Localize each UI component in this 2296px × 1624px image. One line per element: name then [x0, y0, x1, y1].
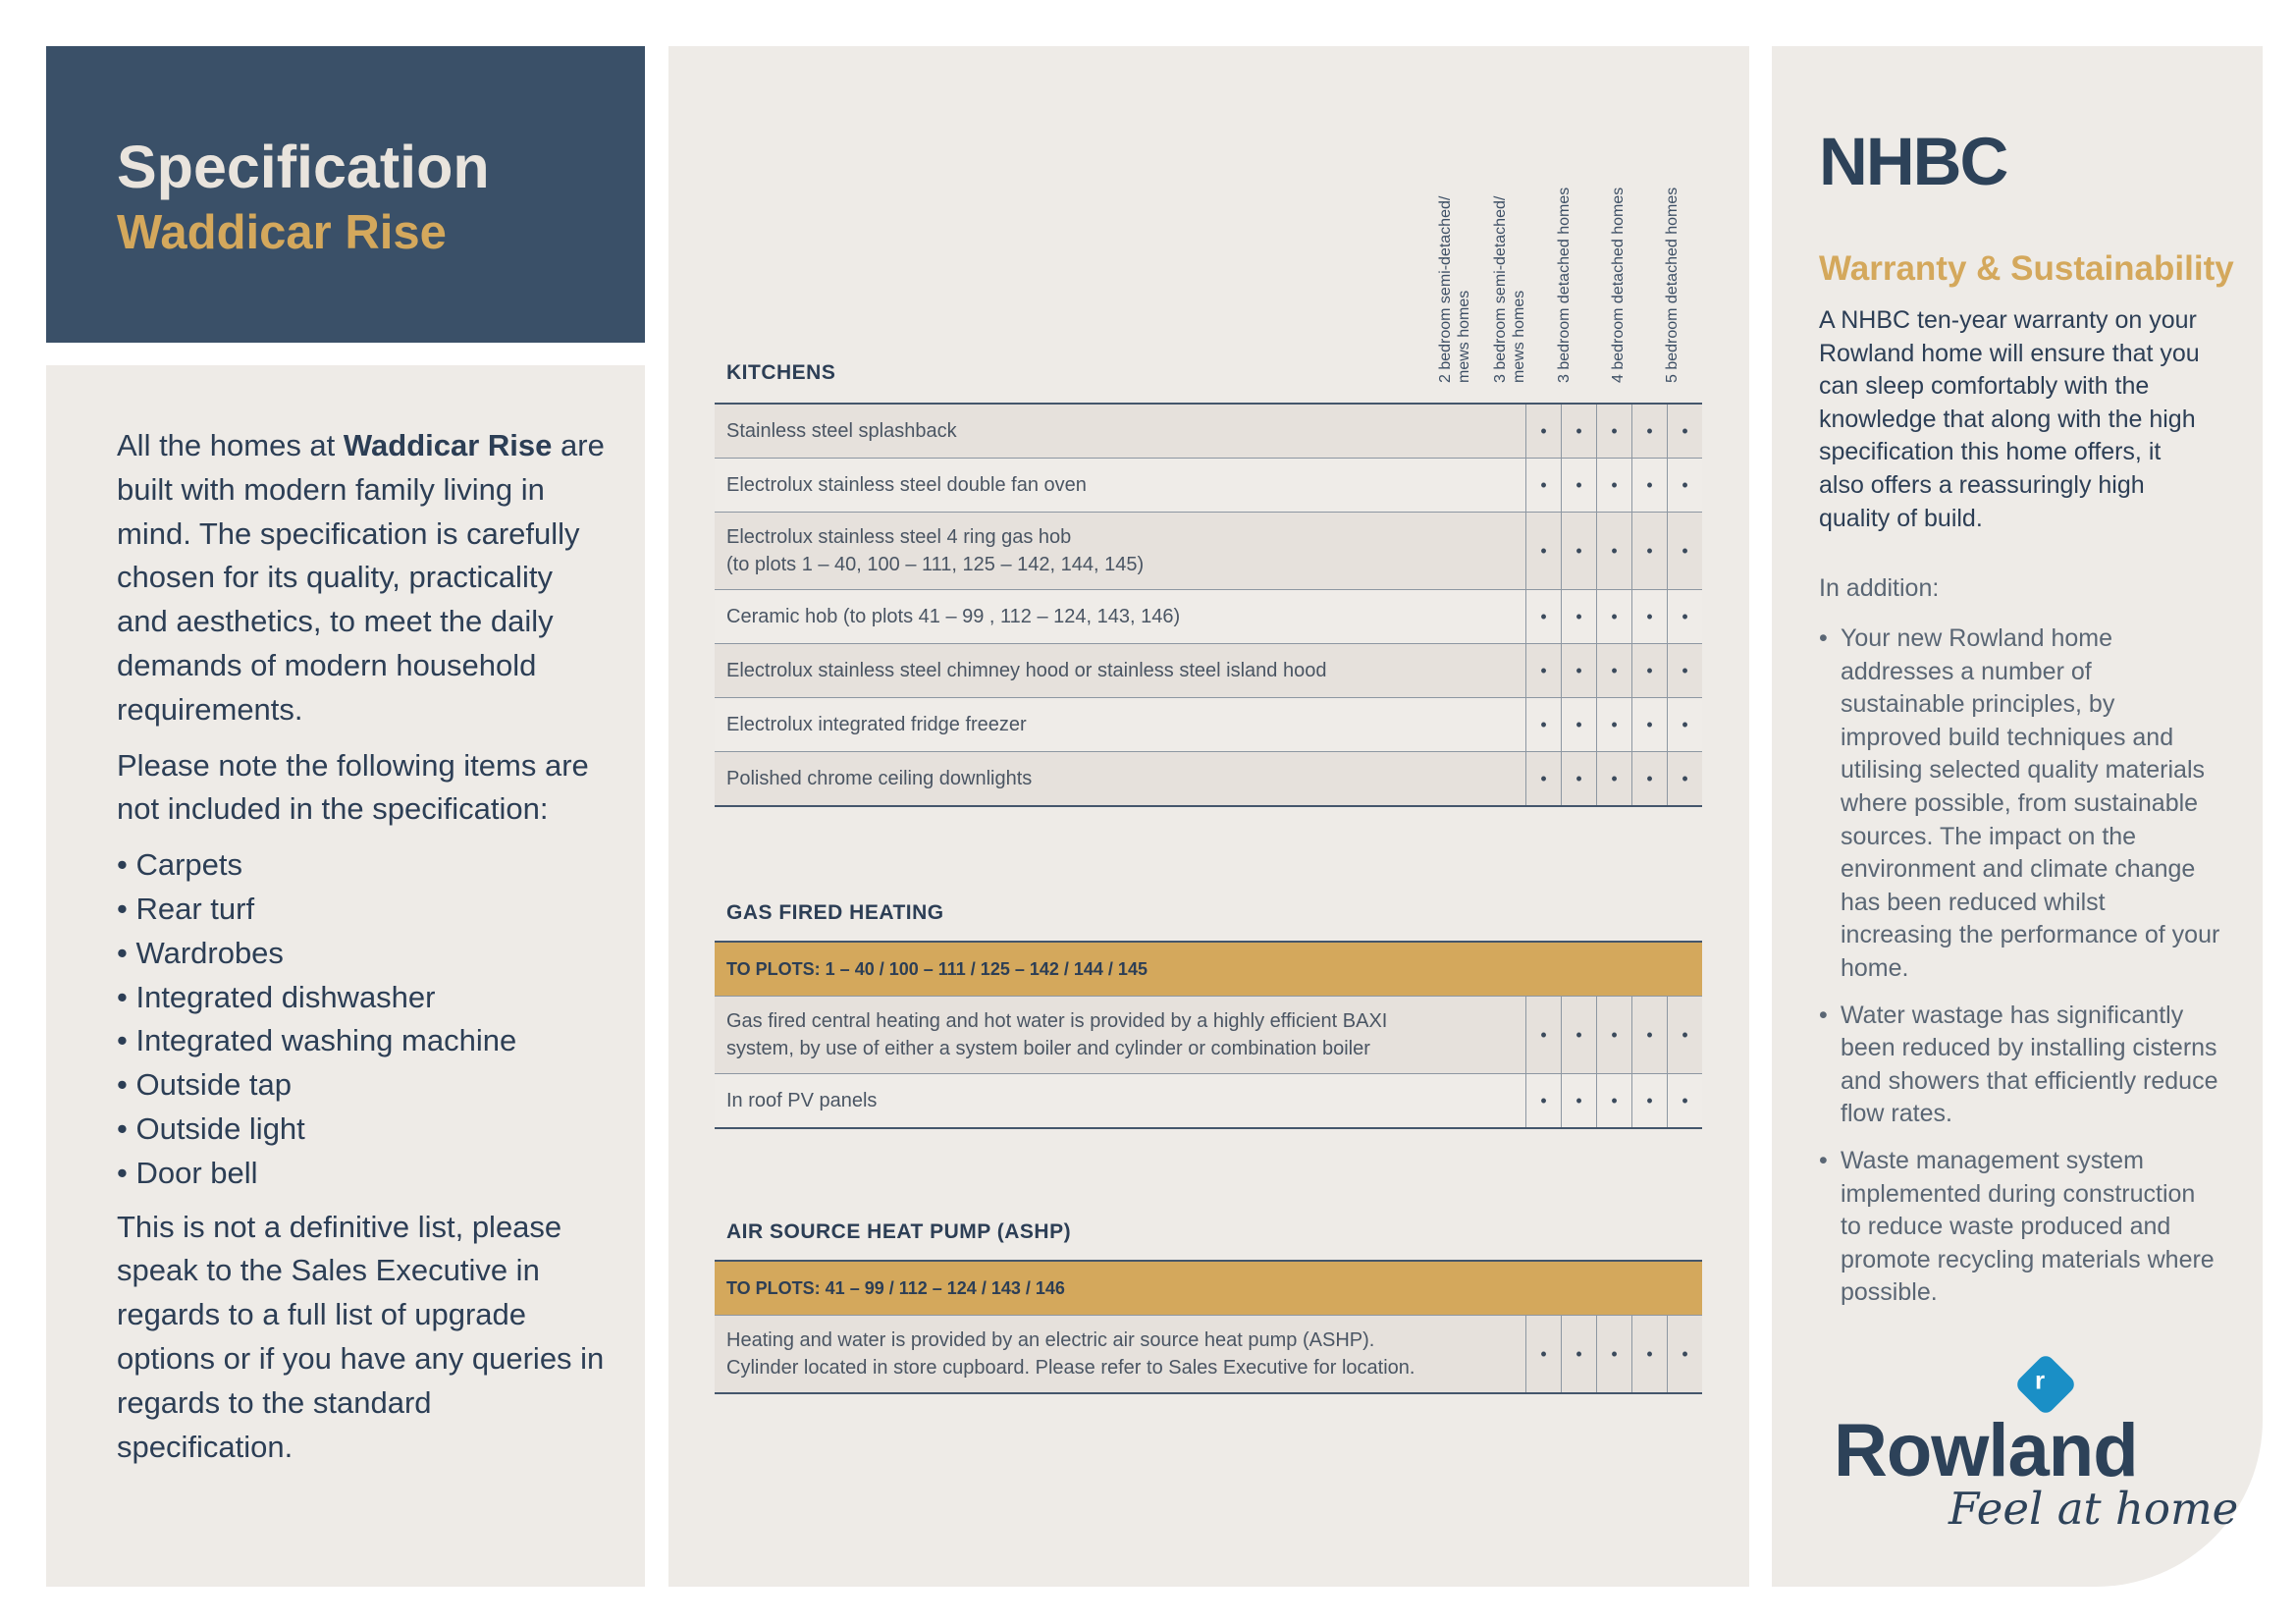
included-dot: • [1668, 1074, 1703, 1129]
table-row [715, 698, 1702, 752]
excluded-item: • Rear turf [117, 888, 608, 932]
table-row [715, 590, 1702, 644]
table-row [715, 752, 1702, 807]
excluded-item: • Integrated dishwasher [117, 976, 608, 1020]
in-addition-label: In addition: [1819, 574, 1940, 602]
exclusions-note: Please note the following items are not included in the specification: [117, 747, 589, 827]
included-dot: • [1562, 404, 1597, 459]
sustainability-point: • Your new Rowland home addresses a number of sustainable principles, by improved build techniques and utilising selected quality materials where possible, from sustainable sources. The impact on the environment and climate change has been reduced whilst increasing the performance of your home. [1819, 623, 2221, 986]
kitchens-table [715, 403, 1702, 807]
included-dot: • [1632, 997, 1668, 1074]
included-dot: • [1562, 513, 1597, 590]
rowland-tagline: Feel at home [1949, 1483, 2239, 1535]
included-dot: • [1526, 590, 1562, 644]
included-dot: • [1597, 644, 1632, 698]
included-dot: • [1526, 698, 1562, 752]
included-dot: • [1597, 1074, 1632, 1129]
included-dot: • [1632, 644, 1668, 698]
excluded-item: • Carpets [117, 843, 608, 888]
excluded-item: • Integrated washing machine [117, 1019, 608, 1063]
intro-paragraph [117, 424, 608, 732]
page-title: Specification [117, 134, 490, 200]
ashp-title: AIR SOURCE HEAT PUMP (ASHP) [726, 1220, 1072, 1243]
included-dot: • [1597, 997, 1632, 1074]
included-dot: • [1597, 698, 1632, 752]
included-dot: • [1526, 459, 1562, 513]
row-label: Heating and water is provided by an electric air source heat pump (ASHP). Cylinder located in store cupboard. Please refer to Sales Executive for location. [715, 1316, 1526, 1394]
included-dot: • [1562, 459, 1597, 513]
included-dot: • [1668, 997, 1703, 1074]
row-label: Electrolux stainless steel chimney hood or stainless steel island hood [715, 644, 1526, 698]
included-dot: • [1632, 404, 1668, 459]
ashp-table [715, 1260, 1702, 1394]
excluded-items-list [117, 843, 608, 1195]
intro-panel [46, 365, 645, 1587]
column-header: 3 bedroom semi-detached/ mews homes [1492, 195, 1527, 383]
warranty-title: Warranty & Sustainability [1819, 249, 2234, 288]
row-label: Polished chrome ceiling downlights [715, 752, 1526, 807]
included-dot: • [1632, 513, 1668, 590]
included-dot: • [1597, 752, 1632, 807]
included-dot: • [1562, 1074, 1597, 1129]
plots-row [715, 942, 1702, 997]
upgrade-note: This is not a definitive list, please speak to the Sales Executive in regards to a full list of upgrade options or if you have any queries in regards to the standard specification. [117, 1209, 605, 1464]
row-label: In roof PV panels [715, 1074, 1526, 1129]
development-name: Waddicar Rise [117, 206, 447, 259]
table-row [715, 459, 1702, 513]
sustainability-point: • Water wastage has significantly been reduced by installing cisterns and showers that efficiently reduce flow rates. [1819, 1000, 2221, 1131]
title-box [46, 46, 645, 343]
included-dot: • [1526, 404, 1562, 459]
included-dot: • [1562, 752, 1597, 807]
included-dot: • [1668, 644, 1703, 698]
excluded-item: • Outside tap [117, 1063, 608, 1108]
row-label: Electrolux integrated fridge freezer [715, 698, 1526, 752]
kitchens-title: KITCHENS [726, 361, 836, 384]
excluded-item: • Door bell [117, 1152, 608, 1196]
included-dot: • [1597, 513, 1632, 590]
included-dot: • [1632, 459, 1668, 513]
included-dot: • [1562, 1316, 1597, 1394]
plots-label: TO PLOTS: 41 – 99 / 112 – 124 / 143 / 146 [715, 1261, 1702, 1316]
included-dot: • [1668, 752, 1703, 807]
heating-table [715, 941, 1702, 1129]
included-dot: • [1668, 404, 1703, 459]
included-dot: • [1597, 459, 1632, 513]
sustainability-list [1819, 623, 2221, 1324]
included-dot: • [1668, 590, 1703, 644]
table-row [715, 513, 1702, 590]
row-label: Gas fired central heating and hot water is provided by a highly efficient BAXI system, by use of either a system boiler and cylinder or combination boiler [715, 997, 1526, 1074]
rowland-logo-icon: r [2013, 1352, 2077, 1416]
included-dot: • [1526, 752, 1562, 807]
table-row [715, 1316, 1702, 1394]
included-dot: • [1526, 644, 1562, 698]
included-dot: • [1668, 698, 1703, 752]
table-row [715, 404, 1702, 459]
included-dot: • [1526, 997, 1562, 1074]
nhbc-logo: NHBC [1819, 124, 2007, 199]
sustainability-point: • Waste management system implemented during construction to reduce waste produced and promote recycling materials where possible. [1819, 1145, 2221, 1310]
included-dot: • [1562, 590, 1597, 644]
included-dot: • [1668, 513, 1703, 590]
included-dot: • [1526, 1074, 1562, 1129]
intro-text-cont: are built with modern family living in mind. The specification is carefully chosen for its quality, practicality and aesthetics, to meet the daily demands of modern household requirements. [117, 428, 605, 727]
excluded-item: • Wardrobes [117, 932, 608, 976]
column-header: 5 bedroom detached homes [1664, 187, 1681, 383]
intro-text: All the homes at [117, 428, 344, 462]
included-dot: • [1562, 997, 1597, 1074]
table-row [715, 644, 1702, 698]
column-header: 2 bedroom semi-detached/ mews homes [1437, 195, 1472, 383]
included-dot: • [1632, 1316, 1668, 1394]
row-label: Stainless steel splashback [715, 404, 1526, 459]
included-dot: • [1632, 752, 1668, 807]
included-dot: • [1597, 404, 1632, 459]
row-label: Ceramic hob (to plots 41 – 99 , 112 – 124, 143, 146) [715, 590, 1526, 644]
included-dot: • [1632, 1074, 1668, 1129]
rowland-logo: Rowland [1834, 1409, 2138, 1492]
included-dot: • [1526, 513, 1562, 590]
plots-row [715, 1261, 1702, 1316]
intro-development-name: Waddicar Rise [343, 428, 553, 462]
included-dot: • [1562, 644, 1597, 698]
included-dot: • [1668, 459, 1703, 513]
warranty-intro: A NHBC ten-year warranty on your Rowland home will ensure that you can sleep comfortably with the knowledge that along with the high specification this home offers, it also offers a reassuringly high quality of build. [1819, 306, 2200, 532]
included-dot: • [1668, 1316, 1703, 1394]
excluded-item: • Outside light [117, 1108, 608, 1152]
table-row [715, 1074, 1702, 1129]
plots-label: TO PLOTS: 1 – 40 / 100 – 111 / 125 – 142 / 144 / 145 [715, 942, 1702, 997]
included-dot: • [1562, 698, 1597, 752]
included-dot: • [1526, 1316, 1562, 1394]
included-dot: • [1632, 590, 1668, 644]
table-row [715, 997, 1702, 1074]
column-header: 4 bedroom detached homes [1610, 187, 1627, 383]
included-dot: • [1597, 1316, 1632, 1394]
included-dot: • [1597, 590, 1632, 644]
included-dot: • [1632, 698, 1668, 752]
row-label: Electrolux stainless steel 4 ring gas hob (to plots 1 – 40, 100 – 111, 125 – 142, 144, 145) [715, 513, 1526, 590]
heating-title: GAS FIRED HEATING [726, 901, 944, 924]
row-label: Electrolux stainless steel double fan oven [715, 459, 1526, 513]
column-header: 3 bedroom detached homes [1556, 187, 1573, 383]
